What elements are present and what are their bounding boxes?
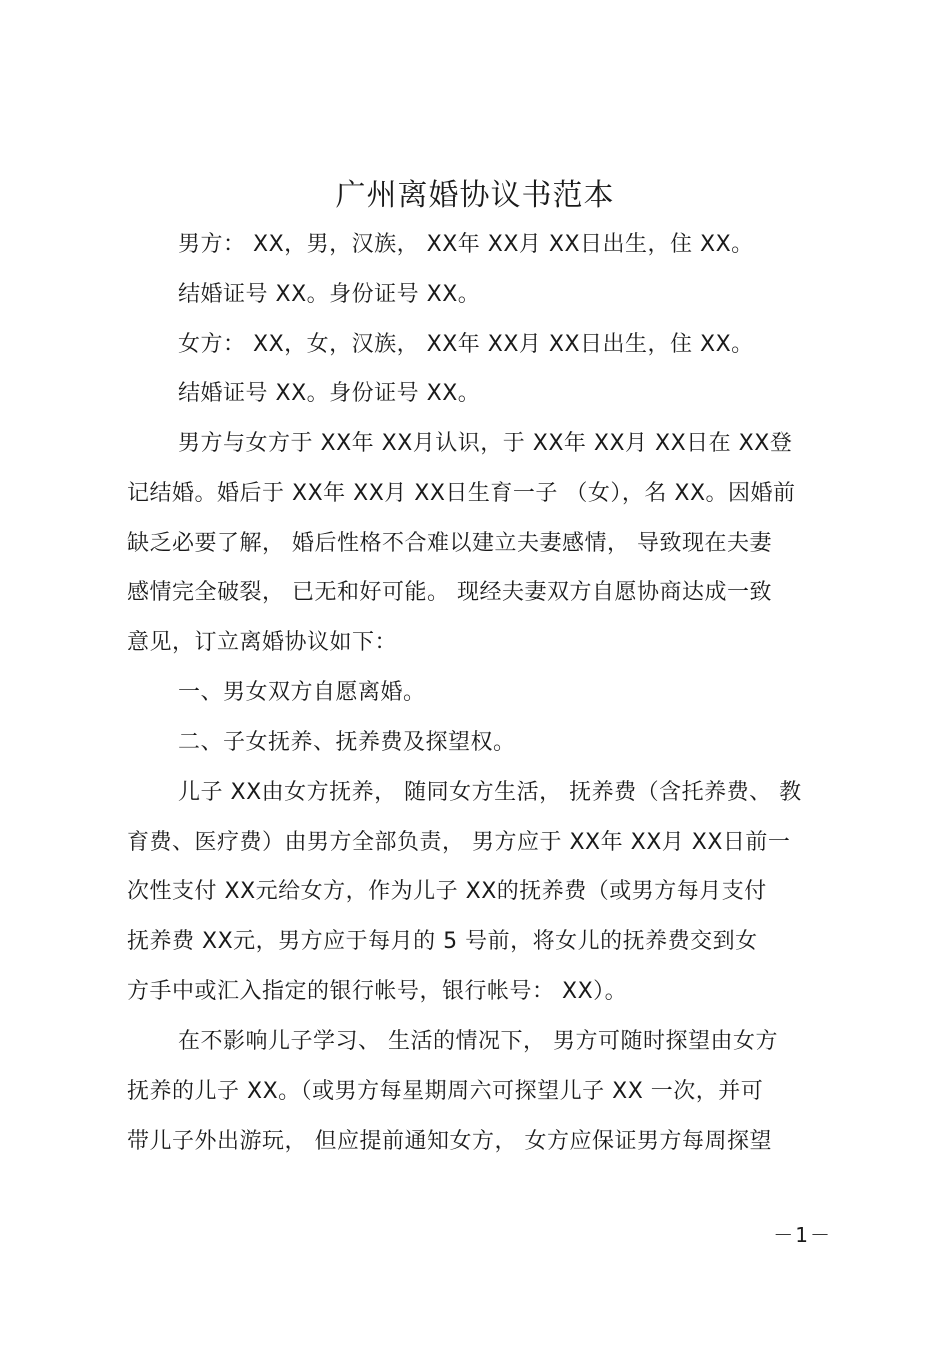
- paragraph-line: 男方与女方于 XX年 XX月认识，于 XX年 XX月 XX日在 XX登: [178, 431, 793, 456]
- paragraph-line: 结婚证号 XX。身份证号 XX。: [178, 282, 481, 307]
- paragraph-line: 育费、医疗费）由男方全部负责， 男方应于 XX年 XX月 XX日前一: [127, 830, 791, 855]
- paragraph-line: 男方： XX，男，汉族， XX年 XX月 XX日出生，住 XX。: [178, 232, 754, 257]
- paragraph-line: 女方： XX，女，汉族， XX年 XX月 XX日出生，住 XX。: [178, 332, 754, 357]
- paragraph-line: 抚养的儿子 XX。（或男方每星期周六可探望儿子 XX 一次，并可: [127, 1079, 764, 1104]
- paragraph-line: 在不影响儿子学习、 生活的情况下， 男方可随时探望由女方: [178, 1029, 778, 1054]
- document-title: 广州离婚协议书范本: [335, 178, 615, 213]
- paragraph-line: 方手中或汇入指定的银行帐号，银行帐号： XX）。: [127, 979, 628, 1004]
- page-number: －1－: [773, 1223, 832, 1247]
- paragraph-line: 二、子女抚养、抚养费及探望权。: [178, 730, 516, 755]
- paragraph-line: 带儿子外出游玩， 但应提前通知女方， 女方应保证男方每周探望: [127, 1129, 772, 1154]
- paragraph-line: 儿子 XX由女方抚养， 随同女方生活， 抚养费（含托养费、 教: [178, 780, 802, 805]
- paragraph-line: 一、男女双方自愿离婚。: [178, 680, 426, 705]
- paragraph-line: 感情完全破裂， 已无和好可能。 现经夫妻双方自愿协商达成一致: [127, 580, 772, 605]
- paragraph-line: 缺乏必要了解， 婚后性格不合难以建立夫妻感情， 导致现在夫妻: [127, 531, 772, 556]
- paragraph-line: 次性支付 XX元给女方，作为儿子 XX的抚养费（或男方每月支付: [127, 879, 767, 904]
- paragraph-line: 结婚证号 XX。身份证号 XX。: [178, 381, 481, 406]
- paragraph-line: 抚养费 XX元，男方应于每月的 5 号前，将女儿的抚养费交到女: [127, 929, 758, 954]
- paragraph-line: 意见，订立离婚协议如下：: [127, 630, 398, 655]
- paragraph-line: 记结婚。婚后于 XX年 XX月 XX日生育一子 （女），名 XX。因婚前: [127, 481, 796, 506]
